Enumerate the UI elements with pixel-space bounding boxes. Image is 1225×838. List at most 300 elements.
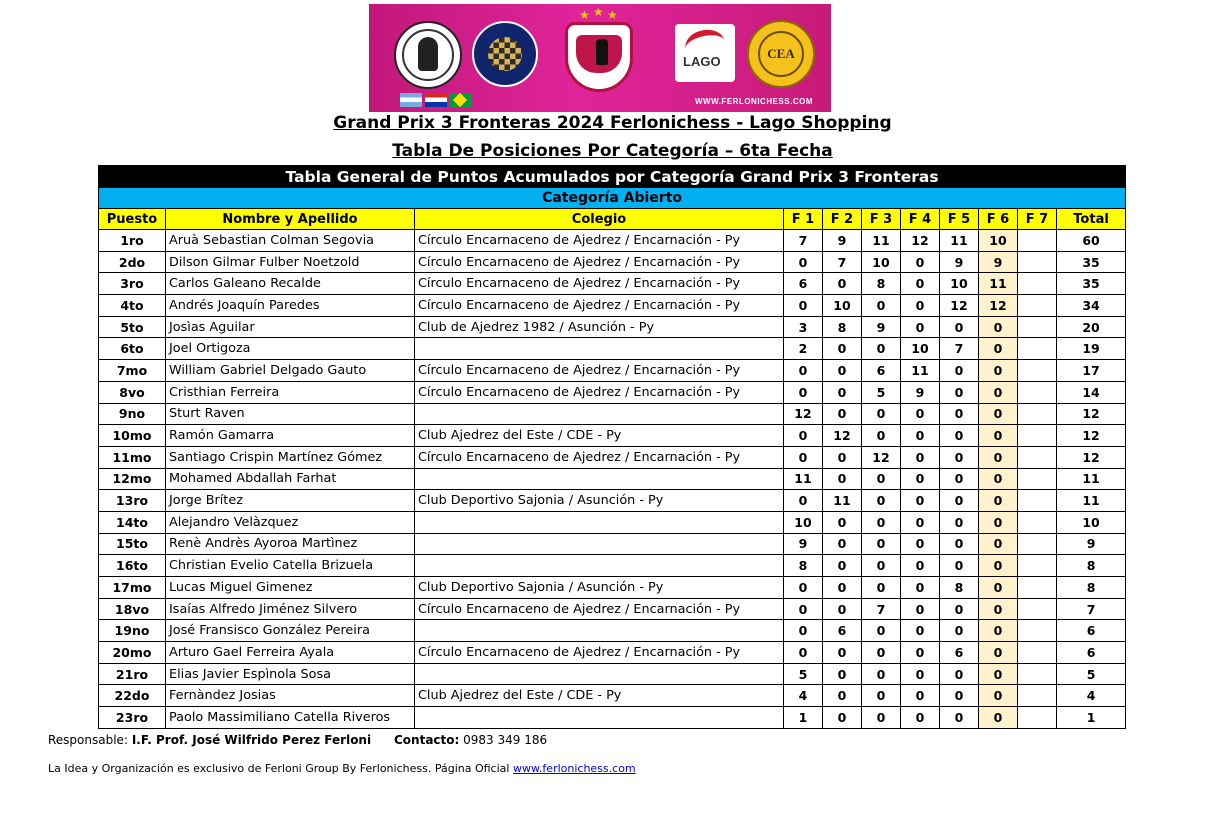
cell-f1: 0 — [784, 598, 823, 620]
cell-f2: 0 — [823, 360, 862, 382]
cell-f6: 0 — [979, 490, 1018, 512]
cell-total: 11 — [1057, 468, 1126, 490]
cell-f1: 0 — [784, 446, 823, 468]
cell-f4: 0 — [901, 403, 940, 425]
cell-f2: 0 — [823, 468, 862, 490]
cell-f1: 0 — [784, 620, 823, 642]
cell-f7 — [1018, 251, 1057, 273]
footer-responsable — [48, 733, 547, 747]
cell-nombre: William Gabriel Delgado Gauto — [166, 360, 415, 382]
cell-f7 — [1018, 685, 1057, 707]
cell-f2: 7 — [823, 251, 862, 273]
cell-f4: 0 — [901, 273, 940, 295]
cell-f3: 0 — [862, 663, 901, 685]
cell-f3: 0 — [862, 468, 901, 490]
cell-f6: 0 — [979, 555, 1018, 577]
cell-f2: 0 — [823, 511, 862, 533]
cell-f3: 9 — [862, 316, 901, 338]
table-row — [99, 295, 1126, 317]
cell-nombre: Joel Ortigoza — [166, 338, 415, 360]
cell-f3: 0 — [862, 685, 901, 707]
brazil-flag-icon — [450, 93, 472, 107]
cell-f7 — [1018, 533, 1057, 555]
cell-f7 — [1018, 642, 1057, 664]
cell-puesto: 6to — [99, 338, 166, 360]
cell-colegio: Círculo Encarnaceno de Ajedrez / Encarnación - Py — [415, 381, 784, 403]
cell-f7 — [1018, 230, 1057, 252]
cell-f6: 0 — [979, 403, 1018, 425]
cell-f3: 0 — [862, 533, 901, 555]
cell-nombre: Mohamed Abdallah Farhat — [166, 468, 415, 490]
cell-f6: 11 — [979, 273, 1018, 295]
cell-f7 — [1018, 511, 1057, 533]
cell-f5: 0 — [940, 707, 979, 729]
cell-f4: 0 — [901, 642, 940, 664]
cell-f4: 0 — [901, 490, 940, 512]
cell-puesto: 23ro — [99, 707, 166, 729]
cell-nombre: Paolo Massimiliano Catella Riveros — [166, 707, 415, 729]
table-row — [99, 685, 1126, 707]
cell-f4: 10 — [901, 338, 940, 360]
cell-colegio — [415, 403, 784, 425]
cell-colegio — [415, 468, 784, 490]
cell-f1: 3 — [784, 316, 823, 338]
cea-logo: CEA — [747, 20, 815, 88]
cell-f6: 9 — [979, 251, 1018, 273]
cell-puesto: 11mo — [99, 446, 166, 468]
cell-f5: 6 — [940, 642, 979, 664]
cell-total: 8 — [1057, 555, 1126, 577]
cell-colegio: Círculo Encarnaceno de Ajedrez / Encarnación - Py — [415, 230, 784, 252]
cell-f5: 0 — [940, 316, 979, 338]
banner-url: WWW.FERLONICHESS.COM — [695, 97, 813, 106]
cell-f2: 0 — [823, 338, 862, 360]
cell-colegio: Círculo Encarnaceno de Ajedrez / Encarnación - Py — [415, 446, 784, 468]
cell-f3: 0 — [862, 511, 901, 533]
cell-colegio — [415, 620, 784, 642]
cell-f5: 12 — [940, 295, 979, 317]
responsable-label: Responsable: — [48, 733, 128, 747]
table-row — [99, 598, 1126, 620]
cell-f1: 0 — [784, 381, 823, 403]
cell-f6: 0 — [979, 425, 1018, 447]
cell-f1: 5 — [784, 663, 823, 685]
cell-f3: 11 — [862, 230, 901, 252]
cell-f3: 0 — [862, 338, 901, 360]
cell-f1: 1 — [784, 707, 823, 729]
cell-total: 20 — [1057, 316, 1126, 338]
header-f1: F 1 — [784, 209, 823, 230]
cell-f4: 0 — [901, 577, 940, 599]
page-title: Grand Prix 3 Fronteras 2024 Ferlonichess - Lago Shopping — [333, 113, 892, 133]
header-f4: F 4 — [901, 209, 940, 230]
table-row — [99, 381, 1126, 403]
cell-colegio — [415, 707, 784, 729]
table-row — [99, 425, 1126, 447]
cell-f7 — [1018, 381, 1057, 403]
cell-total: 8 — [1057, 577, 1126, 599]
cell-puesto: 7mo — [99, 360, 166, 382]
cell-f1: 9 — [784, 533, 823, 555]
cell-colegio — [415, 663, 784, 685]
cell-nombre: Aruà Sebastian Colman Segovia — [166, 230, 415, 252]
cell-f5: 0 — [940, 381, 979, 403]
cell-f7 — [1018, 316, 1057, 338]
cell-f4: 0 — [901, 707, 940, 729]
cell-puesto: 8vo — [99, 381, 166, 403]
cell-total: 11 — [1057, 490, 1126, 512]
cell-f2: 8 — [823, 316, 862, 338]
cell-total: 12 — [1057, 425, 1126, 447]
cell-f3: 0 — [862, 642, 901, 664]
cell-f4: 11 — [901, 360, 940, 382]
ferlonichess-logo — [472, 21, 538, 87]
table-row — [99, 577, 1126, 599]
cell-f4: 0 — [901, 598, 940, 620]
cell-f1: 2 — [784, 338, 823, 360]
cell-f1: 0 — [784, 425, 823, 447]
lago-shopping-logo: LAGO — [675, 24, 735, 82]
cell-f5: 0 — [940, 533, 979, 555]
cell-f7 — [1018, 577, 1057, 599]
header-f5: F 5 — [940, 209, 979, 230]
contacto-value: 0983 349 186 — [463, 733, 548, 747]
cell-f2: 0 — [823, 707, 862, 729]
cell-total: 35 — [1057, 273, 1126, 295]
header-total: Total — [1057, 209, 1126, 230]
table-row — [99, 403, 1126, 425]
cell-f3: 0 — [862, 403, 901, 425]
cell-total: 6 — [1057, 642, 1126, 664]
cell-nombre: Fernàndez Josias — [166, 685, 415, 707]
cell-f1: 10 — [784, 511, 823, 533]
table-title-row — [99, 166, 1126, 188]
cell-puesto: 14to — [99, 511, 166, 533]
cell-nombre: Alejandro Velàzquez — [166, 511, 415, 533]
header-f2: F 2 — [823, 209, 862, 230]
cell-nombre: Ramón Gamarra — [166, 425, 415, 447]
responsable-name: I.F. Prof. José Wilfrido Perez Ferloni — [131, 733, 372, 747]
cell-puesto: 21ro — [99, 663, 166, 685]
cell-total: 35 — [1057, 251, 1126, 273]
cell-f2: 0 — [823, 403, 862, 425]
footer-idea — [48, 762, 636, 775]
cell-colegio: Círculo Encarnaceno de Ajedrez / Encarnación - Py — [415, 273, 784, 295]
cell-f6: 0 — [979, 468, 1018, 490]
cell-f5: 0 — [940, 403, 979, 425]
cell-total: 12 — [1057, 403, 1126, 425]
cell-f6: 10 — [979, 230, 1018, 252]
cell-f6: 12 — [979, 295, 1018, 317]
cell-f3: 0 — [862, 707, 901, 729]
cell-total: 7 — [1057, 598, 1126, 620]
cell-f4: 0 — [901, 468, 940, 490]
cell-f6: 0 — [979, 446, 1018, 468]
cell-f5: 0 — [940, 490, 979, 512]
cell-f7 — [1018, 360, 1057, 382]
grand-prix-logo: ★ ★ ★ — [565, 8, 633, 98]
cell-f7 — [1018, 663, 1057, 685]
cell-f5: 0 — [940, 425, 979, 447]
cell-f3: 0 — [862, 490, 901, 512]
cell-f7 — [1018, 555, 1057, 577]
cell-total: 12 — [1057, 446, 1126, 468]
table-row — [99, 642, 1126, 664]
cell-f3: 0 — [862, 425, 901, 447]
cell-f3: 0 — [862, 577, 901, 599]
cell-f2: 0 — [823, 446, 862, 468]
cell-nombre: Carlos Galeano Recalde — [166, 273, 415, 295]
cell-f3: 8 — [862, 273, 901, 295]
table-row — [99, 663, 1126, 685]
cell-f4: 0 — [901, 533, 940, 555]
cell-f4: 0 — [901, 425, 940, 447]
cell-nombre: Elias Javier Espìnola Sosa — [166, 663, 415, 685]
cell-f7 — [1018, 598, 1057, 620]
cell-f2: 11 — [823, 490, 862, 512]
cell-f7 — [1018, 620, 1057, 642]
cell-nombre: Arturo Gael Ferreira Ayala — [166, 642, 415, 664]
cell-f4: 0 — [901, 511, 940, 533]
cell-f4: 9 — [901, 381, 940, 403]
cell-f4: 0 — [901, 685, 940, 707]
cell-f1: 0 — [784, 490, 823, 512]
cell-colegio — [415, 338, 784, 360]
cell-colegio: Círculo Encarnaceno de Ajedrez / Encarnación - Py — [415, 598, 784, 620]
cell-total: 4 — [1057, 685, 1126, 707]
cell-f3: 0 — [862, 295, 901, 317]
cell-puesto: 1ro — [99, 230, 166, 252]
cell-f5: 8 — [940, 577, 979, 599]
cell-total: 60 — [1057, 230, 1126, 252]
cell-total: 17 — [1057, 360, 1126, 382]
cell-f5: 0 — [940, 468, 979, 490]
cell-puesto: 20mo — [99, 642, 166, 664]
header-colegio: Colegio — [415, 209, 784, 230]
cell-f6: 0 — [979, 338, 1018, 360]
cell-f1: 0 — [784, 360, 823, 382]
cell-f6: 0 — [979, 620, 1018, 642]
cell-f7 — [1018, 490, 1057, 512]
idea-text: La Idea y Organización es exclusivo de Ferloni Group By Ferlonichess. Página Oficial — [48, 762, 510, 775]
cell-f7 — [1018, 295, 1057, 317]
cell-colegio: Club Ajedrez del Este / CDE - Py — [415, 685, 784, 707]
table-row — [99, 490, 1126, 512]
cell-f1: 11 — [784, 468, 823, 490]
cell-f7 — [1018, 273, 1057, 295]
cell-puesto: 19no — [99, 620, 166, 642]
cell-f5: 0 — [940, 360, 979, 382]
cell-f6: 0 — [979, 381, 1018, 403]
cell-f4: 12 — [901, 230, 940, 252]
cell-f5: 0 — [940, 555, 979, 577]
cell-total: 6 — [1057, 620, 1126, 642]
cell-nombre: Sturt Raven — [166, 403, 415, 425]
cell-f7 — [1018, 403, 1057, 425]
cell-puesto: 12mo — [99, 468, 166, 490]
table-row — [99, 707, 1126, 729]
cell-nombre: Santiago Crispin Martínez Gómez — [166, 446, 415, 468]
cell-f3: 7 — [862, 598, 901, 620]
cell-f4: 0 — [901, 316, 940, 338]
cell-f4: 0 — [901, 251, 940, 273]
header-puesto: Puesto — [99, 209, 166, 230]
cell-f5: 0 — [940, 620, 979, 642]
cell-puesto: 17mo — [99, 577, 166, 599]
cell-f2: 10 — [823, 295, 862, 317]
cell-puesto: 18vo — [99, 598, 166, 620]
cell-f2: 9 — [823, 230, 862, 252]
cell-f1: 0 — [784, 251, 823, 273]
page-subtitle: Tabla De Posiciones Por Categoría – 6ta Fecha — [392, 141, 833, 161]
cell-total: 5 — [1057, 663, 1126, 685]
cell-f6: 0 — [979, 663, 1018, 685]
cell-f2: 0 — [823, 273, 862, 295]
cell-f5: 7 — [940, 338, 979, 360]
cell-colegio: Club Deportivo Sajonia / Asunción - Py — [415, 490, 784, 512]
standings-table — [98, 165, 1126, 729]
cell-colegio: Círculo Encarnaceno de Ajedrez / Encarnación - Py — [415, 251, 784, 273]
cell-f6: 0 — [979, 511, 1018, 533]
cell-f6: 0 — [979, 577, 1018, 599]
cell-f1: 0 — [784, 295, 823, 317]
official-site-link[interactable]: www.ferlonichess.com — [512, 762, 636, 775]
table-row — [99, 251, 1126, 273]
argentina-flag-icon — [400, 93, 422, 107]
cell-f4: 0 — [901, 620, 940, 642]
cell-f3: 0 — [862, 555, 901, 577]
cell-nombre: Isaías Alfredo Jiménez Silvero — [166, 598, 415, 620]
header-row — [99, 209, 1126, 230]
cell-f4: 0 — [901, 295, 940, 317]
cell-f7 — [1018, 338, 1057, 360]
cell-colegio — [415, 555, 784, 577]
cell-total: 14 — [1057, 381, 1126, 403]
cell-nombre: Cristhian Ferreira — [166, 381, 415, 403]
cell-colegio — [415, 511, 784, 533]
cell-f6: 0 — [979, 316, 1018, 338]
cell-f7 — [1018, 468, 1057, 490]
cell-f3: 12 — [862, 446, 901, 468]
cell-colegio: Club de Ajedrez 1982 / Asunción - Py — [415, 316, 784, 338]
cell-f1: 6 — [784, 273, 823, 295]
cell-f5: 0 — [940, 685, 979, 707]
cell-f1: 12 — [784, 403, 823, 425]
cell-f2: 0 — [823, 685, 862, 707]
cell-f2: 0 — [823, 381, 862, 403]
cell-f2: 6 — [823, 620, 862, 642]
table-row — [99, 338, 1126, 360]
cell-puesto: 10mo — [99, 425, 166, 447]
cell-f2: 12 — [823, 425, 862, 447]
header-f7: F 7 — [1018, 209, 1057, 230]
cell-puesto: 2do — [99, 251, 166, 273]
cell-puesto: 15to — [99, 533, 166, 555]
cell-f5: 0 — [940, 446, 979, 468]
table-row — [99, 316, 1126, 338]
cell-nombre: Josìas Aguilar — [166, 316, 415, 338]
cell-nombre: Lucas Miguel Gimenez — [166, 577, 415, 599]
cell-nombre: Christian Evelio Catella Brizuela — [166, 555, 415, 577]
table-row — [99, 273, 1126, 295]
cell-f6: 0 — [979, 707, 1018, 729]
table-row — [99, 555, 1126, 577]
category-label: Categoría Abierto — [99, 188, 1126, 209]
cell-f5: 9 — [940, 251, 979, 273]
cell-f6: 0 — [979, 685, 1018, 707]
cell-puesto: 4to — [99, 295, 166, 317]
header-nombre: Nombre y Apellido — [166, 209, 415, 230]
table-row — [99, 468, 1126, 490]
table-row — [99, 620, 1126, 642]
cell-puesto: 9no — [99, 403, 166, 425]
cell-f3: 6 — [862, 360, 901, 382]
cell-f3: 0 — [862, 620, 901, 642]
category-row — [99, 188, 1126, 209]
table-row — [99, 230, 1126, 252]
table-row — [99, 511, 1126, 533]
cell-f1: 0 — [784, 577, 823, 599]
fepa-logo — [394, 21, 462, 89]
cell-f2: 0 — [823, 577, 862, 599]
cell-f5: 10 — [940, 273, 979, 295]
cell-f5: 11 — [940, 230, 979, 252]
cell-nombre: José Fransisco González Pereira — [166, 620, 415, 642]
cell-f3: 10 — [862, 251, 901, 273]
header-f6: F 6 — [979, 209, 1018, 230]
cell-f1: 4 — [784, 685, 823, 707]
cell-colegio: Club Deportivo Sajonia / Asunción - Py — [415, 577, 784, 599]
cell-f6: 0 — [979, 360, 1018, 382]
cell-colegio: Círculo Encarnaceno de Ajedrez / Encarnación - Py — [415, 360, 784, 382]
cell-total: 34 — [1057, 295, 1126, 317]
cell-f6: 0 — [979, 533, 1018, 555]
header-f3: F 3 — [862, 209, 901, 230]
table-row — [99, 533, 1126, 555]
cell-f3: 5 — [862, 381, 901, 403]
cell-puesto: 13ro — [99, 490, 166, 512]
cell-f1: 7 — [784, 230, 823, 252]
cell-colegio: Club Ajedrez del Este / CDE - Py — [415, 425, 784, 447]
cell-f7 — [1018, 707, 1057, 729]
cell-f7 — [1018, 446, 1057, 468]
cell-f4: 0 — [901, 663, 940, 685]
cell-total: 19 — [1057, 338, 1126, 360]
table-title: Tabla General de Puntos Acumulados por Categoría Grand Prix 3 Fronteras — [99, 166, 1126, 188]
cell-total: 10 — [1057, 511, 1126, 533]
table-row — [99, 360, 1126, 382]
cell-colegio — [415, 533, 784, 555]
contacto-label: Contacto: — [393, 733, 460, 747]
cell-f7 — [1018, 425, 1057, 447]
paraguay-flag-icon — [425, 93, 447, 107]
cell-puesto: 3ro — [99, 273, 166, 295]
cell-colegio: Círculo Encarnaceno de Ajedrez / Encarnación - Py — [415, 642, 784, 664]
cell-f1: 0 — [784, 642, 823, 664]
cell-f2: 0 — [823, 533, 862, 555]
cell-f4: 0 — [901, 446, 940, 468]
cell-f5: 0 — [940, 663, 979, 685]
cell-colegio: Círculo Encarnaceno de Ajedrez / Encarnación - Py — [415, 295, 784, 317]
table-row — [99, 446, 1126, 468]
cell-f2: 0 — [823, 663, 862, 685]
cell-nombre: Andrés Joaquín Paredes — [166, 295, 415, 317]
cell-nombre: Dilson Gilmar Fulber Noetzold — [166, 251, 415, 273]
cell-nombre: Renè Andrès Ayoroa Martìnez — [166, 533, 415, 555]
cell-total: 1 — [1057, 707, 1126, 729]
cell-f2: 0 — [823, 555, 862, 577]
cell-f1: 8 — [784, 555, 823, 577]
